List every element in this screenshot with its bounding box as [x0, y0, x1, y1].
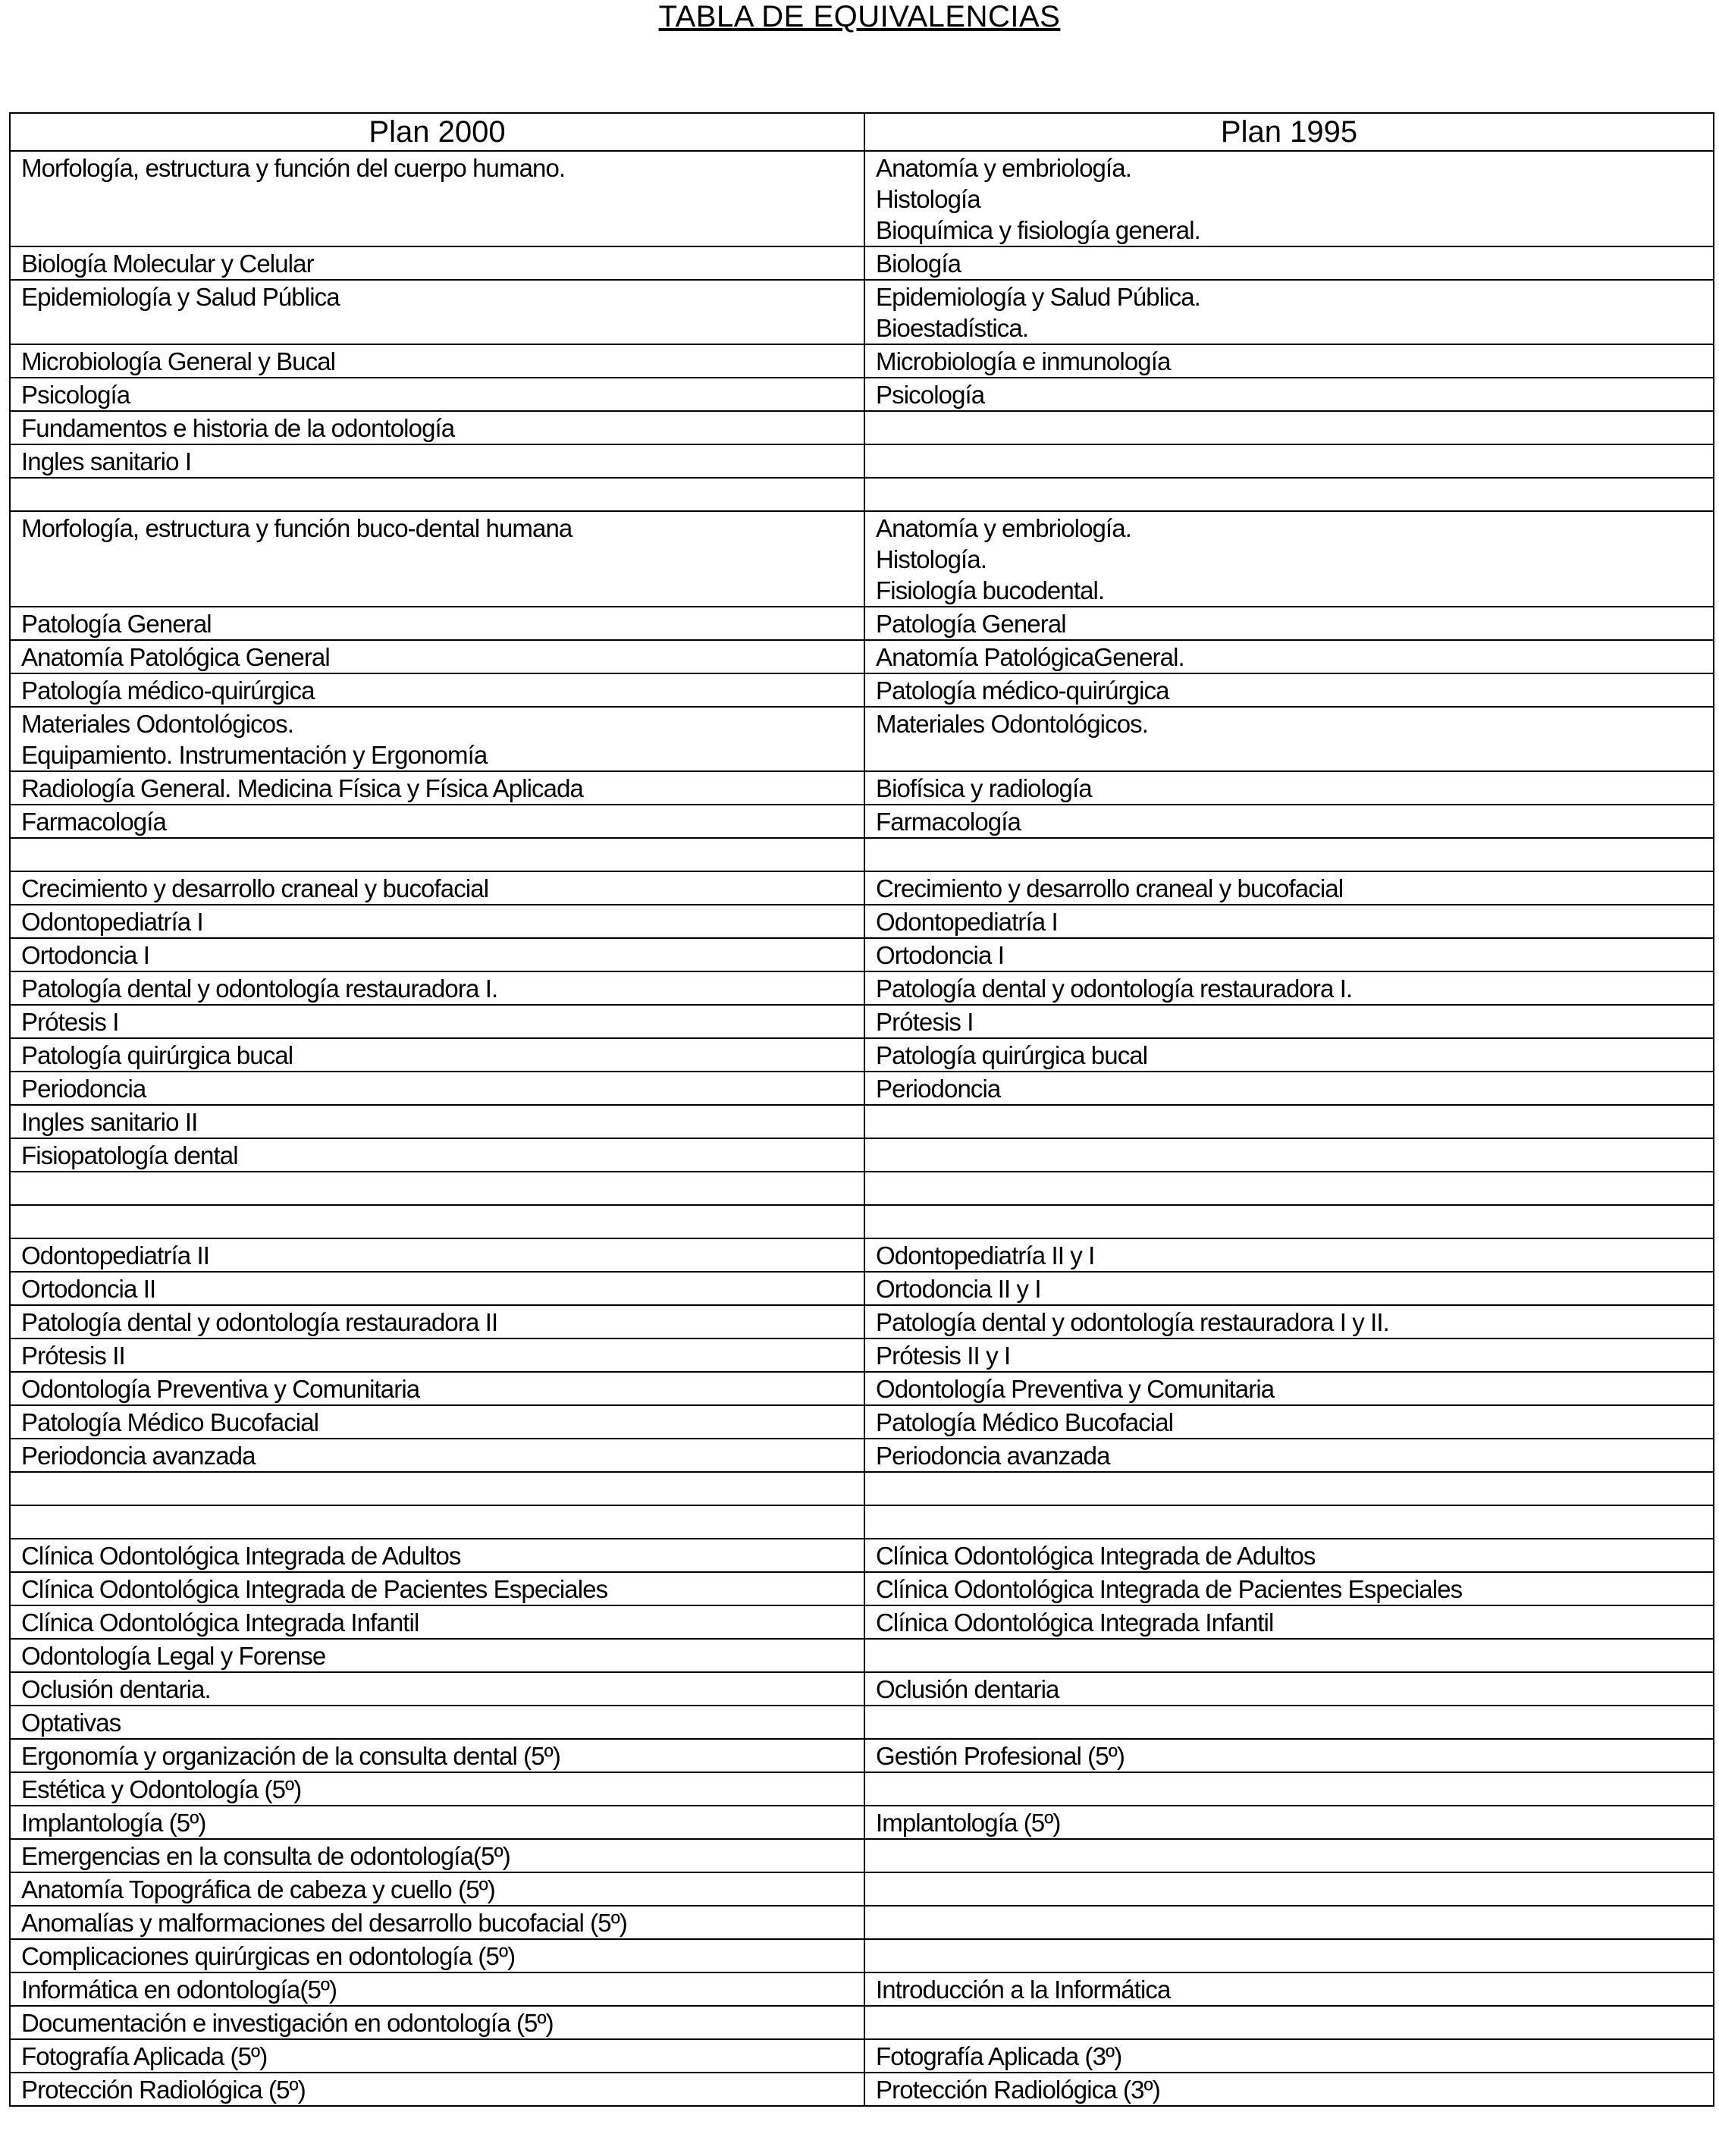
table-row — [10, 1238, 1714, 1272]
cell-plan-1995 — [864, 1772, 1714, 1806]
cell-plan-1995: Oclusión dentaria — [864, 1672, 1714, 1706]
table-row — [10, 1038, 1714, 1072]
table-row — [10, 1572, 1714, 1605]
cell-plan-2000 — [10, 1205, 864, 1238]
cell-plan-1995: Crecimiento y desarrollo craneal y bucofacial — [864, 871, 1714, 905]
table-row — [10, 607, 1714, 640]
table-row — [10, 2073, 1714, 2106]
cell-plan-2000 — [10, 1172, 864, 1205]
table-row — [10, 1138, 1714, 1172]
cell-plan-1995: Fotografía Aplicada (3º) — [864, 2039, 1714, 2073]
table-row — [10, 444, 1714, 478]
table-row — [10, 771, 1714, 805]
cell-plan-1995: Prótesis II y I — [864, 1338, 1714, 1372]
cell-plan-2000: Fundamentos e historia de la odontología — [10, 411, 864, 444]
cell-plan-1995: Ortodoncia II y I — [864, 1272, 1714, 1305]
cell-plan-2000: Informática en odontología(5º) — [10, 1972, 864, 2006]
cell-plan-2000: Complicaciones quirúrgicas en odontología (5º) — [10, 1939, 864, 1972]
cell-plan-1995: Anatomía y embriología. Histología. Fisiología bucodental. — [864, 511, 1714, 607]
cell-plan-2000: Estética y Odontología (5º) — [10, 1772, 864, 1806]
cell-plan-2000 — [10, 478, 864, 511]
table-row — [10, 1739, 1714, 1772]
table-row — [10, 971, 1714, 1005]
cell-plan-1995 — [864, 1105, 1714, 1138]
cell-plan-2000: Anatomía Topográfica de cabeza y cuello (5º) — [10, 1872, 864, 1906]
table-row — [10, 344, 1714, 378]
table-row — [10, 938, 1714, 971]
cell-plan-2000: Ortodoncia I — [10, 938, 864, 971]
table-row — [10, 411, 1714, 444]
table-row — [10, 838, 1714, 871]
cell-plan-2000: Implantología (5º) — [10, 1806, 864, 1839]
table-row — [10, 1639, 1714, 1672]
cell-plan-2000: Crecimiento y desarrollo craneal y bucofacial — [10, 871, 864, 905]
cell-plan-1995: Odontopediatría I — [864, 905, 1714, 938]
header-plan-1995: Plan 1995 — [864, 113, 1714, 151]
cell-plan-1995 — [864, 1639, 1714, 1672]
table-row — [10, 1338, 1714, 1372]
cell-plan-1995: Clínica Odontológica Integrada Infantil — [864, 1605, 1714, 1639]
table-row — [10, 640, 1714, 673]
cell-plan-1995: Patología General — [864, 607, 1714, 640]
equivalence-table — [9, 112, 1714, 2107]
cell-plan-2000: Patología dental y odontología restauradora I. — [10, 971, 864, 1005]
cell-plan-2000: Clínica Odontológica Integrada de Pacientes Especiales — [10, 1572, 864, 1605]
table-row — [10, 673, 1714, 707]
cell-plan-2000: Periodoncia — [10, 1072, 864, 1105]
cell-plan-2000: Odontopediatría II — [10, 1238, 864, 1272]
table-row — [10, 1939, 1714, 1972]
table-row — [10, 1372, 1714, 1405]
cell-plan-1995: Patología Médico Bucofacial — [864, 1405, 1714, 1439]
table-row — [10, 1839, 1714, 1872]
cell-plan-1995 — [864, 1472, 1714, 1505]
cell-plan-1995: Psicología — [864, 378, 1714, 411]
table-header-row — [10, 113, 1714, 151]
table-row — [10, 246, 1714, 280]
cell-plan-2000: Patología dental y odontología restauradora II — [10, 1305, 864, 1338]
page-title: TABLA DE EQUIVALENCIAS — [658, 0, 1061, 33]
cell-plan-2000: Materiales Odontológicos. Equipamiento. Instrumentación y Ergonomía — [10, 707, 864, 771]
cell-plan-2000: Prótesis II — [10, 1338, 864, 1372]
table-row — [10, 1005, 1714, 1038]
table-row — [10, 1505, 1714, 1539]
cell-plan-1995 — [864, 1872, 1714, 1906]
table-row — [10, 805, 1714, 838]
cell-plan-2000: Ingles sanitario II — [10, 1105, 864, 1138]
cell-plan-2000: Ingles sanitario I — [10, 444, 864, 478]
table-row — [10, 1872, 1714, 1906]
cell-plan-1995: Odontología Preventiva y Comunitaria — [864, 1372, 1714, 1405]
cell-plan-1995: Periodoncia — [864, 1072, 1714, 1105]
cell-plan-2000: Patología General — [10, 607, 864, 640]
table-row — [10, 280, 1714, 344]
cell-plan-2000: Periodoncia avanzada — [10, 1439, 864, 1472]
table-row — [10, 1439, 1714, 1472]
cell-plan-1995 — [864, 1706, 1714, 1739]
cell-plan-2000: Morfología, estructura y función del cuerpo humano. — [10, 151, 864, 246]
table-row — [10, 1539, 1714, 1572]
cell-plan-2000: Protección Radiológica (5º) — [10, 2073, 864, 2106]
cell-plan-1995 — [864, 411, 1714, 444]
table-row — [10, 1605, 1714, 1639]
cell-plan-1995: Anatomía y embriología. Histología Bioquímica y fisiología general. — [864, 151, 1714, 246]
table-row — [10, 1772, 1714, 1806]
cell-plan-1995 — [864, 1172, 1714, 1205]
cell-plan-1995: Introducción a la Informática — [864, 1972, 1714, 2006]
cell-plan-1995: Materiales Odontológicos. — [864, 707, 1714, 771]
cell-plan-1995 — [864, 838, 1714, 871]
cell-plan-1995 — [864, 444, 1714, 478]
cell-plan-2000: Microbiología General y Bucal — [10, 344, 864, 378]
cell-plan-1995: Biología — [864, 246, 1714, 280]
cell-plan-1995: Gestión Profesional (5º) — [864, 1739, 1714, 1772]
table-row — [10, 1706, 1714, 1739]
cell-plan-2000: Fisiopatología dental — [10, 1138, 864, 1172]
cell-plan-2000: Clínica Odontológica Integrada Infantil — [10, 1605, 864, 1639]
cell-plan-1995: Patología dental y odontología restauradora I y II. — [864, 1305, 1714, 1338]
table-row — [10, 1906, 1714, 1939]
cell-plan-1995: Periodoncia avanzada — [864, 1439, 1714, 1472]
table-row — [10, 1305, 1714, 1338]
cell-plan-1995 — [864, 2006, 1714, 2039]
cell-plan-2000: Farmacología — [10, 805, 864, 838]
table-row — [10, 1172, 1714, 1205]
table-row — [10, 905, 1714, 938]
cell-plan-1995: Prótesis I — [864, 1005, 1714, 1038]
cell-plan-1995: Patología quirúrgica bucal — [864, 1038, 1714, 1072]
cell-plan-2000: Clínica Odontológica Integrada de Adultos — [10, 1539, 864, 1572]
table-row — [10, 1972, 1714, 2006]
cell-plan-2000: Anatomía Patológica General — [10, 640, 864, 673]
cell-plan-1995: Clínica Odontológica Integrada de Pacientes Especiales — [864, 1572, 1714, 1605]
cell-plan-1995: Anatomía PatológicaGeneral. — [864, 640, 1714, 673]
table-row — [10, 511, 1714, 607]
cell-plan-2000: Optativas — [10, 1706, 864, 1739]
table-row — [10, 1105, 1714, 1138]
cell-plan-1995 — [864, 1205, 1714, 1238]
cell-plan-2000: Ergonomía y organización de la consulta dental (5º) — [10, 1739, 864, 1772]
cell-plan-2000: Radiología General. Medicina Física y Física Aplicada — [10, 771, 864, 805]
cell-plan-2000: Morfología, estructura y función buco-dental humana — [10, 511, 864, 607]
table-row — [10, 1272, 1714, 1305]
cell-plan-2000: Anomalías y malformaciones del desarrollo bucofacial (5º) — [10, 1906, 864, 1939]
cell-plan-2000 — [10, 1472, 864, 1505]
table-row — [10, 1405, 1714, 1439]
cell-plan-2000: Patología quirúrgica bucal — [10, 1038, 864, 1072]
table-row — [10, 1472, 1714, 1505]
cell-plan-1995: Epidemiología y Salud Pública. Bioestadística. — [864, 280, 1714, 344]
cell-plan-2000: Prótesis I — [10, 1005, 864, 1038]
cell-plan-2000 — [10, 1505, 864, 1539]
header-plan-2000: Plan 2000 — [10, 113, 864, 151]
table-row — [10, 707, 1714, 771]
cell-plan-2000: Documentación e investigación en odontología (5º) — [10, 2006, 864, 2039]
table-row — [10, 1072, 1714, 1105]
cell-plan-1995: Odontopediatría II y I — [864, 1238, 1714, 1272]
cell-plan-1995: Ortodoncia I — [864, 938, 1714, 971]
table-row — [10, 2006, 1714, 2039]
cell-plan-2000: Biología Molecular y Celular — [10, 246, 864, 280]
table-row — [10, 2039, 1714, 2073]
cell-plan-1995: Patología dental y odontología restauradora I. — [864, 971, 1714, 1005]
table-row — [10, 1806, 1714, 1839]
cell-plan-1995: Patología médico-quirúrgica — [864, 673, 1714, 707]
cell-plan-1995 — [864, 478, 1714, 511]
cell-plan-1995: Biofísica y radiología — [864, 771, 1714, 805]
table-row — [10, 1672, 1714, 1706]
cell-plan-1995: Microbiología e inmunología — [864, 344, 1714, 378]
cell-plan-1995: Clínica Odontológica Integrada de Adultos — [864, 1539, 1714, 1572]
cell-plan-2000: Oclusión dentaria. — [10, 1672, 864, 1706]
table-row — [10, 871, 1714, 905]
table-row — [10, 378, 1714, 411]
cell-plan-2000: Odontología Preventiva y Comunitaria — [10, 1372, 864, 1405]
cell-plan-1995 — [864, 1505, 1714, 1539]
cell-plan-1995 — [864, 1839, 1714, 1872]
cell-plan-2000: Fotografía Aplicada (5º) — [10, 2039, 864, 2073]
table-row — [10, 151, 1714, 246]
cell-plan-1995: Farmacología — [864, 805, 1714, 838]
cell-plan-2000: Patología Médico Bucofacial — [10, 1405, 864, 1439]
table-row — [10, 1205, 1714, 1238]
cell-plan-1995: Protección Radiológica (3º) — [864, 2073, 1714, 2106]
cell-plan-2000 — [10, 838, 864, 871]
cell-plan-1995: Implantología (5º) — [864, 1806, 1714, 1839]
cell-plan-2000: Epidemiología y Salud Pública — [10, 280, 864, 344]
cell-plan-2000: Odontopediatría I — [10, 905, 864, 938]
table-row — [10, 478, 1714, 511]
cell-plan-2000: Odontología Legal y Forense — [10, 1639, 864, 1672]
cell-plan-1995 — [864, 1138, 1714, 1172]
cell-plan-2000: Psicología — [10, 378, 864, 411]
cell-plan-1995 — [864, 1939, 1714, 1972]
cell-plan-2000: Ortodoncia II — [10, 1272, 864, 1305]
cell-plan-1995 — [864, 1906, 1714, 1939]
cell-plan-2000: Emergencias en la consulta de odontología(5º) — [10, 1839, 864, 1872]
cell-plan-2000: Patología médico-quirúrgica — [10, 673, 864, 707]
